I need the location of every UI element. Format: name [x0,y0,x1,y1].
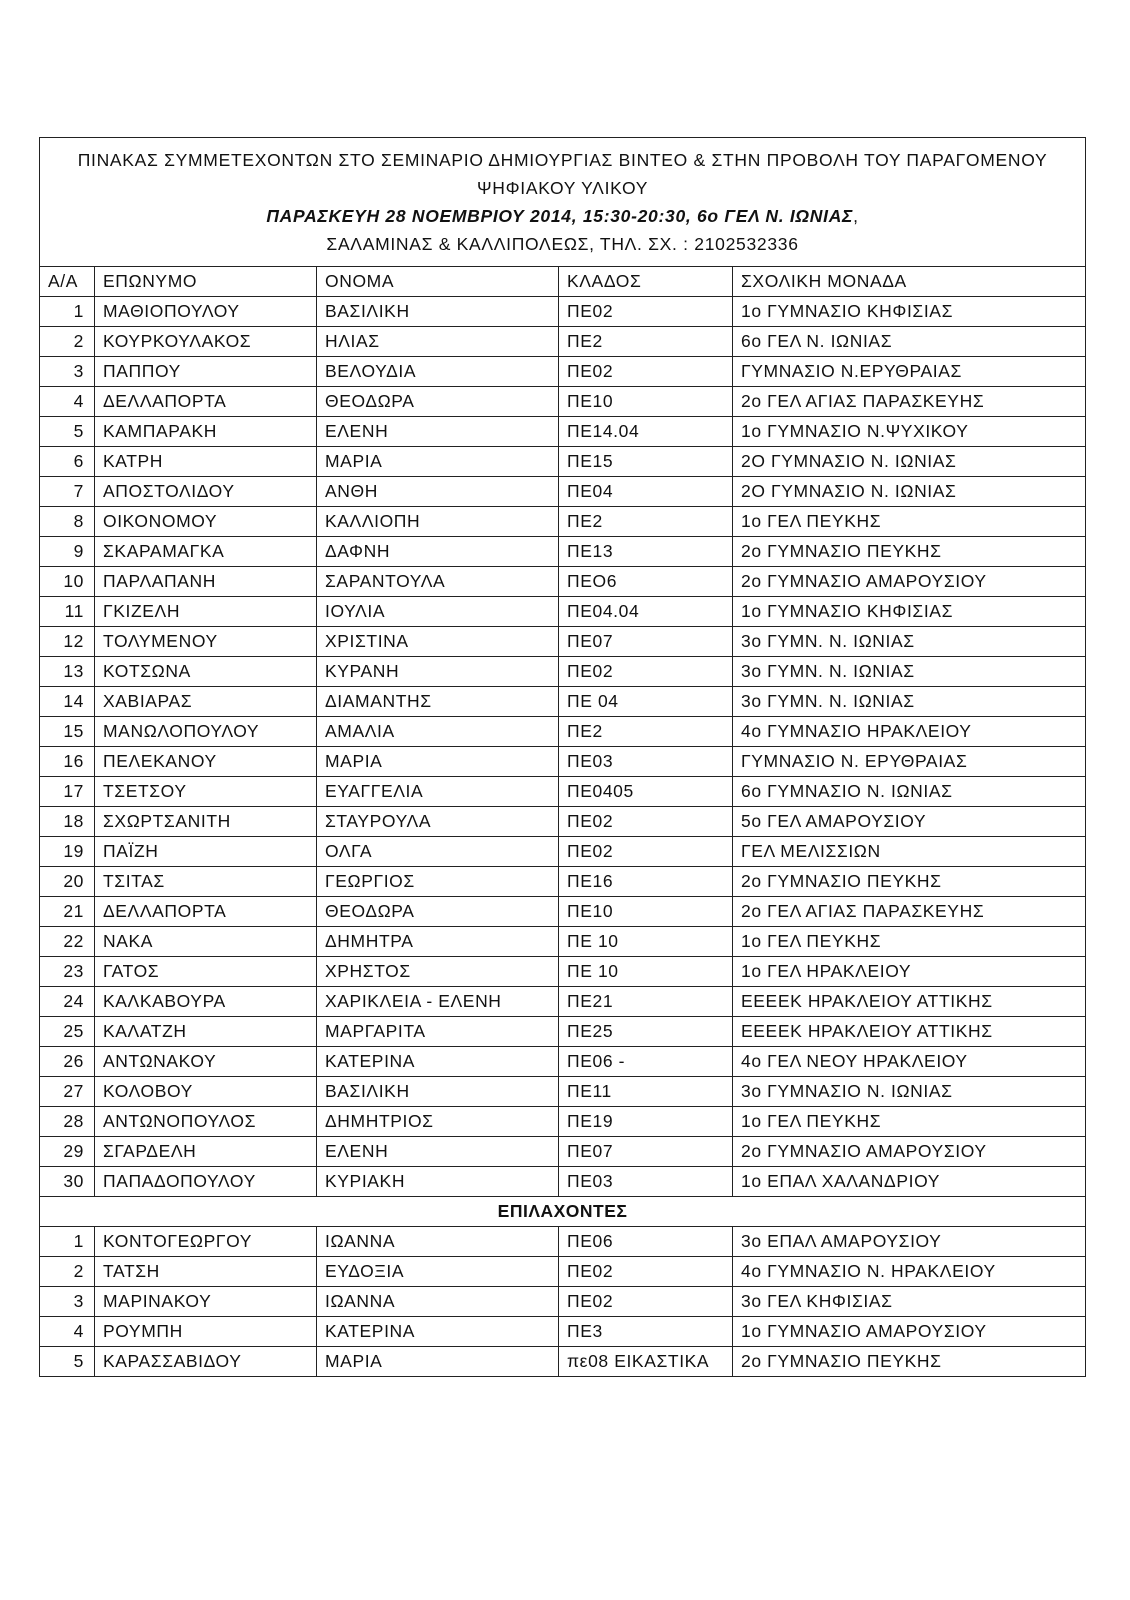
specialty-cell: ΠΕ07 [559,627,733,657]
row-number: 18 [40,807,95,837]
first-name-cell: ΕΛΕΝΗ [317,417,559,447]
first-name-cell: ΚΥΡΑΝΗ [317,657,559,687]
participant-row [40,927,1086,957]
school-cell: 4ο ΓΕΛ ΝΕΟΥ ΗΡΑΚΛΕΙΟΥ [733,1047,1086,1077]
participant-row [40,987,1086,1017]
surname-cell: ΑΠΟΣΤΟΛΙΔΟΥ [95,477,317,507]
specialty-cell: ΠΕ06 - [559,1047,733,1077]
first-name-cell: ΙΩΑΝΝΑ [317,1287,559,1317]
participant-row [40,1137,1086,1167]
specialty-cell: ΠΕ19 [559,1107,733,1137]
first-name-cell: ΣΑΡΑΝΤΟΥΛΑ [317,567,559,597]
row-number: 27 [40,1077,95,1107]
school-cell: 2ο ΓΥΜΝΑΣΙΟ ΑΜΑΡΟΥΣΙΟΥ [733,567,1086,597]
surname-cell: ΡΟΥΜΠΗ [95,1317,317,1347]
school-cell: 3ο ΓΥΜΝ. Ν. ΙΩΝΙΑΣ [733,657,1086,687]
specialty-cell: ΠΕ03 [559,747,733,777]
row-number: 23 [40,957,95,987]
substitutes-heading-row [40,1197,1086,1227]
school-cell: 3ο ΓΥΜΝ. Ν. ΙΩΝΙΑΣ [733,687,1086,717]
surname-cell: ΝΑΚΑ [95,927,317,957]
school-cell: 3ο ΓΥΜΝΑΣΙΟ Ν. ΙΩΝΙΑΣ [733,1077,1086,1107]
first-name-cell: ΕΥΑΓΓΕΛΙΑ [317,777,559,807]
surname-cell: ΚΑΛΚΑΒΟΥΡΑ [95,987,317,1017]
surname-cell: ΚΟΛΟΒΟΥ [95,1077,317,1107]
row-number: 29 [40,1137,95,1167]
surname-cell: ΟΙΚΟΝΟΜΟΥ [95,507,317,537]
specialty-cell: ΠΕ2 [559,717,733,747]
specialty-cell: ΠΕ02 [559,1257,733,1287]
first-name-cell: ΒΕΛΟΥΔΙΑ [317,357,559,387]
first-name-cell: ΒΑΣΙΛΙΚΗ [317,297,559,327]
row-number: 11 [40,597,95,627]
school-cell: 3ο ΓΥΜΝ. Ν. ΙΩΝΙΑΣ [733,627,1086,657]
school-cell: 1ο ΓΕΛ ΠΕΥΚΗΣ [733,927,1086,957]
school-cell: ΓΕΛ ΜΕΛΙΣΣΙΩΝ [733,837,1086,867]
surname-cell: ΠΕΛΕΚΑΝΟΥ [95,747,317,777]
column-header-name: ΟΝΟΜΑ [317,267,559,297]
participant-row [40,297,1086,327]
surname-cell: ΧΑΒΙΑΡΑΣ [95,687,317,717]
surname-cell: ΚΟΥΡΚΟΥΛΑΚΟΣ [95,327,317,357]
first-name-cell: ΔΙΑΜΑΝΤΗΣ [317,687,559,717]
row-number: 1 [40,1227,95,1257]
title-line-4: ΣΑΛΑΜΙΝΑΣ & ΚΑΛΛΙΠΟΛΕΩΣ, ΤΗΛ. ΣΧ. : 2102532336 [326,234,799,254]
first-name-cell: ΗΛΙΑΣ [317,327,559,357]
surname-cell: ΣΚΑΡΑΜΑΓΚΑ [95,537,317,567]
row-number: 12 [40,627,95,657]
first-name-cell: ΒΑΣΙΛΙΚΗ [317,1077,559,1107]
participant-row [40,777,1086,807]
school-cell: 2ο ΓΥΜΝΑΣΙΟ ΠΕΥΚΗΣ [733,1347,1086,1377]
specialty-cell: ΠΕ06 [559,1227,733,1257]
school-cell: 2Ο ΓΥΜΝΑΣΙΟ Ν. ΙΩΝΙΑΣ [733,447,1086,477]
row-number: 24 [40,987,95,1017]
row-number: 8 [40,507,95,537]
title-line-1: ΠΙΝΑΚΑΣ ΣΥΜΜΕΤΕΧΟΝΤΩΝ ΣΤΟ ΣΕΜΙΝΑΡΙΟ ΔΗΜΙΟΥΡΓΙΑΣ ΒΙΝΤΕΟ & ΣΤΗΝ ΠΡΟΒΟΛΗ ΤΟΥ ΠΑΡΑΓΟΜΕΝΟΥ [77,150,1048,170]
participant-row [40,507,1086,537]
row-number: 5 [40,417,95,447]
first-name-cell: ΣΤΑΥΡΟΥΛΑ [317,807,559,837]
specialty-cell: ΠΕ02 [559,297,733,327]
participant-row [40,537,1086,567]
school-cell: 1ο ΓΥΜΝΑΣΙΟ Ν.ΨΥΧΙΚΟΥ [733,417,1086,447]
surname-cell: ΜΑΝΩΛΟΠΟΥΛΟΥ [95,717,317,747]
row-number: 6 [40,447,95,477]
school-cell: 2ο ΓΥΜΝΑΣΙΟ ΠΕΥΚΗΣ [733,537,1086,567]
surname-cell: ΤΣΙΤΑΣ [95,867,317,897]
title-row [40,138,1086,267]
row-number: 3 [40,1287,95,1317]
row-number: 22 [40,927,95,957]
specialty-cell: ΠΕ13 [559,537,733,567]
row-number: 25 [40,1017,95,1047]
row-number: 20 [40,867,95,897]
row-number: 26 [40,1047,95,1077]
first-name-cell: ΚΑΛΛΙΟΠΗ [317,507,559,537]
participant-row [40,417,1086,447]
participant-row [40,387,1086,417]
first-name-cell: ΚΑΤΕΡΙΝΑ [317,1047,559,1077]
participant-row [40,567,1086,597]
surname-cell: ΤΑΤΣΗ [95,1257,317,1287]
school-cell: 4ο ΓΥΜΝΑΣΙΟ ΗΡΑΚΛΕΙΟΥ [733,717,1086,747]
specialty-cell: ΠΕ04 [559,477,733,507]
specialty-cell: ΠΕ02 [559,837,733,867]
specialty-cell: ΠΕ 04 [559,687,733,717]
first-name-cell: ΑΝΘΗ [317,477,559,507]
substitute-row [40,1287,1086,1317]
row-number: 21 [40,897,95,927]
specialty-cell: ΠΕ04.04 [559,597,733,627]
specialty-cell: ΠΕ15 [559,447,733,477]
first-name-cell: ΙΩΑΝΝΑ [317,1227,559,1257]
specialty-cell: ΠΕ03 [559,1167,733,1197]
school-cell: 3ο ΓΕΛ ΚΗΦΙΣΙΑΣ [733,1287,1086,1317]
participant-row [40,957,1086,987]
school-cell: 6ο ΓΕΛ Ν. ΙΩΝΙΑΣ [733,327,1086,357]
row-number: 1 [40,297,95,327]
row-number: 3 [40,357,95,387]
participant-row [40,717,1086,747]
event-date-location: ΠΑΡΑΣΚΕΥΗ 28 ΝΟΕΜΒΡΙΟΥ 2014, 15:30-20:30, 6ο ΓΕΛ Ν. ΙΩΝΙΑΣ [266,206,854,226]
surname-cell: ΚΑΡΑΣΣΑΒΙΔΟΥ [95,1347,317,1377]
specialty-cell: ΠΕ14.04 [559,417,733,447]
row-number: 16 [40,747,95,777]
substitute-row [40,1257,1086,1287]
specialty-cell: ΠΕΟ6 [559,567,733,597]
surname-cell: ΚΟΝΤΟΓΕΩΡΓΟΥ [95,1227,317,1257]
surname-cell: ΜΑΘΙΟΠΟΥΛΟΥ [95,297,317,327]
surname-cell: ΤΣΕΤΣΟΥ [95,777,317,807]
school-cell: 1ο ΓΥΜΝΑΣΙΟ ΚΗΦΙΣΙΑΣ [733,597,1086,627]
participant-row [40,1167,1086,1197]
specialty-cell: ΠΕ21 [559,987,733,1017]
participants-table [39,137,1086,1377]
participant-row [40,327,1086,357]
specialty-cell: ΠΕ11 [559,1077,733,1107]
first-name-cell: ΔΗΜΗΤΡΙΟΣ [317,1107,559,1137]
participant-row [40,1047,1086,1077]
title-line-2: ΨΗΦΙΑΚΟΥ ΥΛΙΚΟΥ [476,178,649,198]
surname-cell: ΑΝΤΩΝΑΚΟΥ [95,1047,317,1077]
substitutes-heading: ΕΠΙΛΑΧΟΝΤΕΣ [40,1197,1086,1227]
school-cell: 1ο ΓΕΛ ΠΕΥΚΗΣ [733,507,1086,537]
participant-row [40,477,1086,507]
first-name-cell: ΓΕΩΡΓΙΟΣ [317,867,559,897]
first-name-cell: ΟΛΓΑ [317,837,559,867]
row-number: 15 [40,717,95,747]
specialty-cell: ΠΕ 10 [559,957,733,987]
first-name-cell: ΙΟΥΛΙΑ [317,597,559,627]
column-header-surname: ΕΠΩΝΥΜΟ [95,267,317,297]
row-number: 5 [40,1347,95,1377]
school-cell: 2ο ΓΥΜΝΑΣΙΟ ΠΕΥΚΗΣ [733,867,1086,897]
surname-cell: ΠΑΠΑΔΟΠΟΥΛΟΥ [95,1167,317,1197]
row-number: 7 [40,477,95,507]
first-name-cell: ΜΑΡΙΑ [317,1347,559,1377]
school-cell: ΓΥΜΝΑΣΙΟ Ν.ΕΡΥΘΡΑΙΑΣ [733,357,1086,387]
row-number: 30 [40,1167,95,1197]
school-cell: ΓΥΜΝΑΣΙΟ Ν. ΕΡΥΘΡΑΙΑΣ [733,747,1086,777]
school-cell: 6ο ΓΥΜΝΑΣΙΟ Ν. ΙΩΝΙΑΣ [733,777,1086,807]
specialty-cell: ΠΕ10 [559,387,733,417]
school-cell: 1ο ΓΥΜΝΑΣΙΟ ΚΗΦΙΣΙΑΣ [733,297,1086,327]
surname-cell: ΣΧΩΡΤΣΑΝΙΤΗ [95,807,317,837]
specialty-cell: πε08 ΕΙΚΑΣΤΙΚΑ [559,1347,733,1377]
specialty-cell: ΠΕ02 [559,1287,733,1317]
school-cell: 1ο ΓΥΜΝΑΣΙΟ ΑΜΑΡΟΥΣΙΟΥ [733,1317,1086,1347]
school-cell: 1ο ΕΠΑΛ ΧΑΛΑΝΔΡΙΟΥ [733,1167,1086,1197]
first-name-cell: ΘΕΟΔΩΡΑ [317,897,559,927]
specialty-cell: ΠΕ10 [559,897,733,927]
event-date-suffix: , [853,206,859,226]
participant-row [40,657,1086,687]
participants-sheet [39,137,1085,1377]
row-number: 28 [40,1107,95,1137]
row-number: 2 [40,327,95,357]
surname-cell: ΠΑΪΖΗ [95,837,317,867]
specialty-cell: ΠΕ02 [559,807,733,837]
first-name-cell: ΜΑΡΙΑ [317,747,559,777]
surname-cell: ΑΝΤΩΝΟΠΟΥΛΟΣ [95,1107,317,1137]
first-name-cell: ΧΡΙΣΤΙΝΑ [317,627,559,657]
surname-cell: ΓΚΙΖΕΛΗ [95,597,317,627]
school-cell: 5ο ΓΕΛ ΑΜΑΡΟΥΣΙΟΥ [733,807,1086,837]
specialty-cell: ΠΕ 10 [559,927,733,957]
first-name-cell: ΔΗΜΗΤΡΑ [317,927,559,957]
header-row [40,267,1086,297]
first-name-cell: ΘΕΟΔΩΡΑ [317,387,559,417]
surname-cell: ΔΕΛΛΑΠΟΡΤΑ [95,897,317,927]
row-number: 2 [40,1257,95,1287]
school-cell: 2Ο ΓΥΜΝΑΣΙΟ Ν. ΙΩΝΙΑΣ [733,477,1086,507]
specialty-cell: ΠΕ3 [559,1317,733,1347]
school-cell: 2ο ΓΕΛ ΑΓΙΑΣ ΠΑΡΑΣΚΕΥΗΣ [733,387,1086,417]
specialty-cell: ΠΕ02 [559,357,733,387]
first-name-cell: ΔΑΦΝΗ [317,537,559,567]
specialty-cell: ΠΕ02 [559,657,733,687]
participant-row [40,447,1086,477]
specialty-cell: ΠΕ16 [559,867,733,897]
row-number: 9 [40,537,95,567]
surname-cell: ΚΟΤΣΩΝΑ [95,657,317,687]
column-header-specialty: ΚΛΑΔΟΣ [559,267,733,297]
surname-cell: ΠΑΡΛΑΠΑΝΗ [95,567,317,597]
surname-cell: ΚΑΜΠΑΡΑΚΗ [95,417,317,447]
first-name-cell: ΜΑΡΓΑΡΙΤΑ [317,1017,559,1047]
first-name-cell: ΚΑΤΕΡΙΝΑ [317,1317,559,1347]
row-number: 13 [40,657,95,687]
participant-row [40,1077,1086,1107]
school-cell: 1ο ΓΕΛ ΗΡΑΚΛΕΙΟΥ [733,957,1086,987]
first-name-cell: ΕΛΕΝΗ [317,1137,559,1167]
surname-cell: ΤΟΛΥΜΕΝΟΥ [95,627,317,657]
school-cell: 2ο ΓΥΜΝΑΣΙΟ ΑΜΑΡΟΥΣΙΟΥ [733,1137,1086,1167]
surname-cell: ΚΑΛΑΤΖΗ [95,1017,317,1047]
first-name-cell: ΧΡΗΣΤΟΣ [317,957,559,987]
participant-row [40,747,1086,777]
participant-row [40,807,1086,837]
school-cell: 1ο ΓΕΛ ΠΕΥΚΗΣ [733,1107,1086,1137]
first-name-cell: ΑΜΑΛΙΑ [317,717,559,747]
specialty-cell: ΠΕ2 [559,507,733,537]
school-cell: 4ο ΓΥΜΝΑΣΙΟ Ν. ΗΡΑΚΛΕΙΟΥ [733,1257,1086,1287]
specialty-cell: ΠΕ2 [559,327,733,357]
specialty-cell: ΠΕ07 [559,1137,733,1167]
participant-row [40,597,1086,627]
surname-cell: ΣΓΑΡΔΕΛΗ [95,1137,317,1167]
substitute-row [40,1347,1086,1377]
school-cell: ΕΕΕΕΚ ΗΡΑΚΛΕΙΟΥ ΑΤΤΙΚΗΣ [733,987,1086,1017]
column-header-school: ΣΧΟΛΙΚΗ ΜΟΝΑΔΑ [733,267,1086,297]
first-name-cell: ΕΥΔΟΞΙΑ [317,1257,559,1287]
specialty-cell: ΠΕ25 [559,1017,733,1047]
first-name-cell: ΚΥΡΙΑΚΗ [317,1167,559,1197]
school-cell: ΕΕΕΕΚ ΗΡΑΚΛΕΙΟΥ ΑΤΤΙΚΗΣ [733,1017,1086,1047]
participant-row [40,687,1086,717]
school-cell: 3ο ΕΠΑΛ ΑΜΑΡΟΥΣΙΟΥ [733,1227,1086,1257]
surname-cell: ΔΕΛΛΑΠΟΡΤΑ [95,387,317,417]
row-number: 10 [40,567,95,597]
participant-row [40,837,1086,867]
participant-row [40,867,1086,897]
surname-cell: ΓΑΤΟΣ [95,957,317,987]
title-line-3 [52,202,1073,230]
column-header-aa: Α/Α [40,267,95,297]
surname-cell: ΚΑΤΡΗ [95,447,317,477]
row-number: 17 [40,777,95,807]
document-title [40,138,1086,267]
substitute-row [40,1227,1086,1257]
row-number: 14 [40,687,95,717]
participant-row [40,897,1086,927]
first-name-cell: ΧΑΡΙΚΛΕΙΑ - ΕΛΕΝΗ [317,987,559,1017]
row-number: 19 [40,837,95,867]
participant-row [40,357,1086,387]
school-cell: 2ο ΓΕΛ ΑΓΙΑΣ ΠΑΡΑΣΚΕΥΗΣ [733,897,1086,927]
substitute-row [40,1317,1086,1347]
participant-row [40,1107,1086,1137]
surname-cell: ΠΑΠΠΟΥ [95,357,317,387]
surname-cell: ΜΑΡΙΝΑΚΟΥ [95,1287,317,1317]
row-number: 4 [40,1317,95,1347]
specialty-cell: ΠΕ0405 [559,777,733,807]
row-number: 4 [40,387,95,417]
first-name-cell: ΜΑΡΙΑ [317,447,559,477]
participant-row [40,1017,1086,1047]
participant-row [40,627,1086,657]
